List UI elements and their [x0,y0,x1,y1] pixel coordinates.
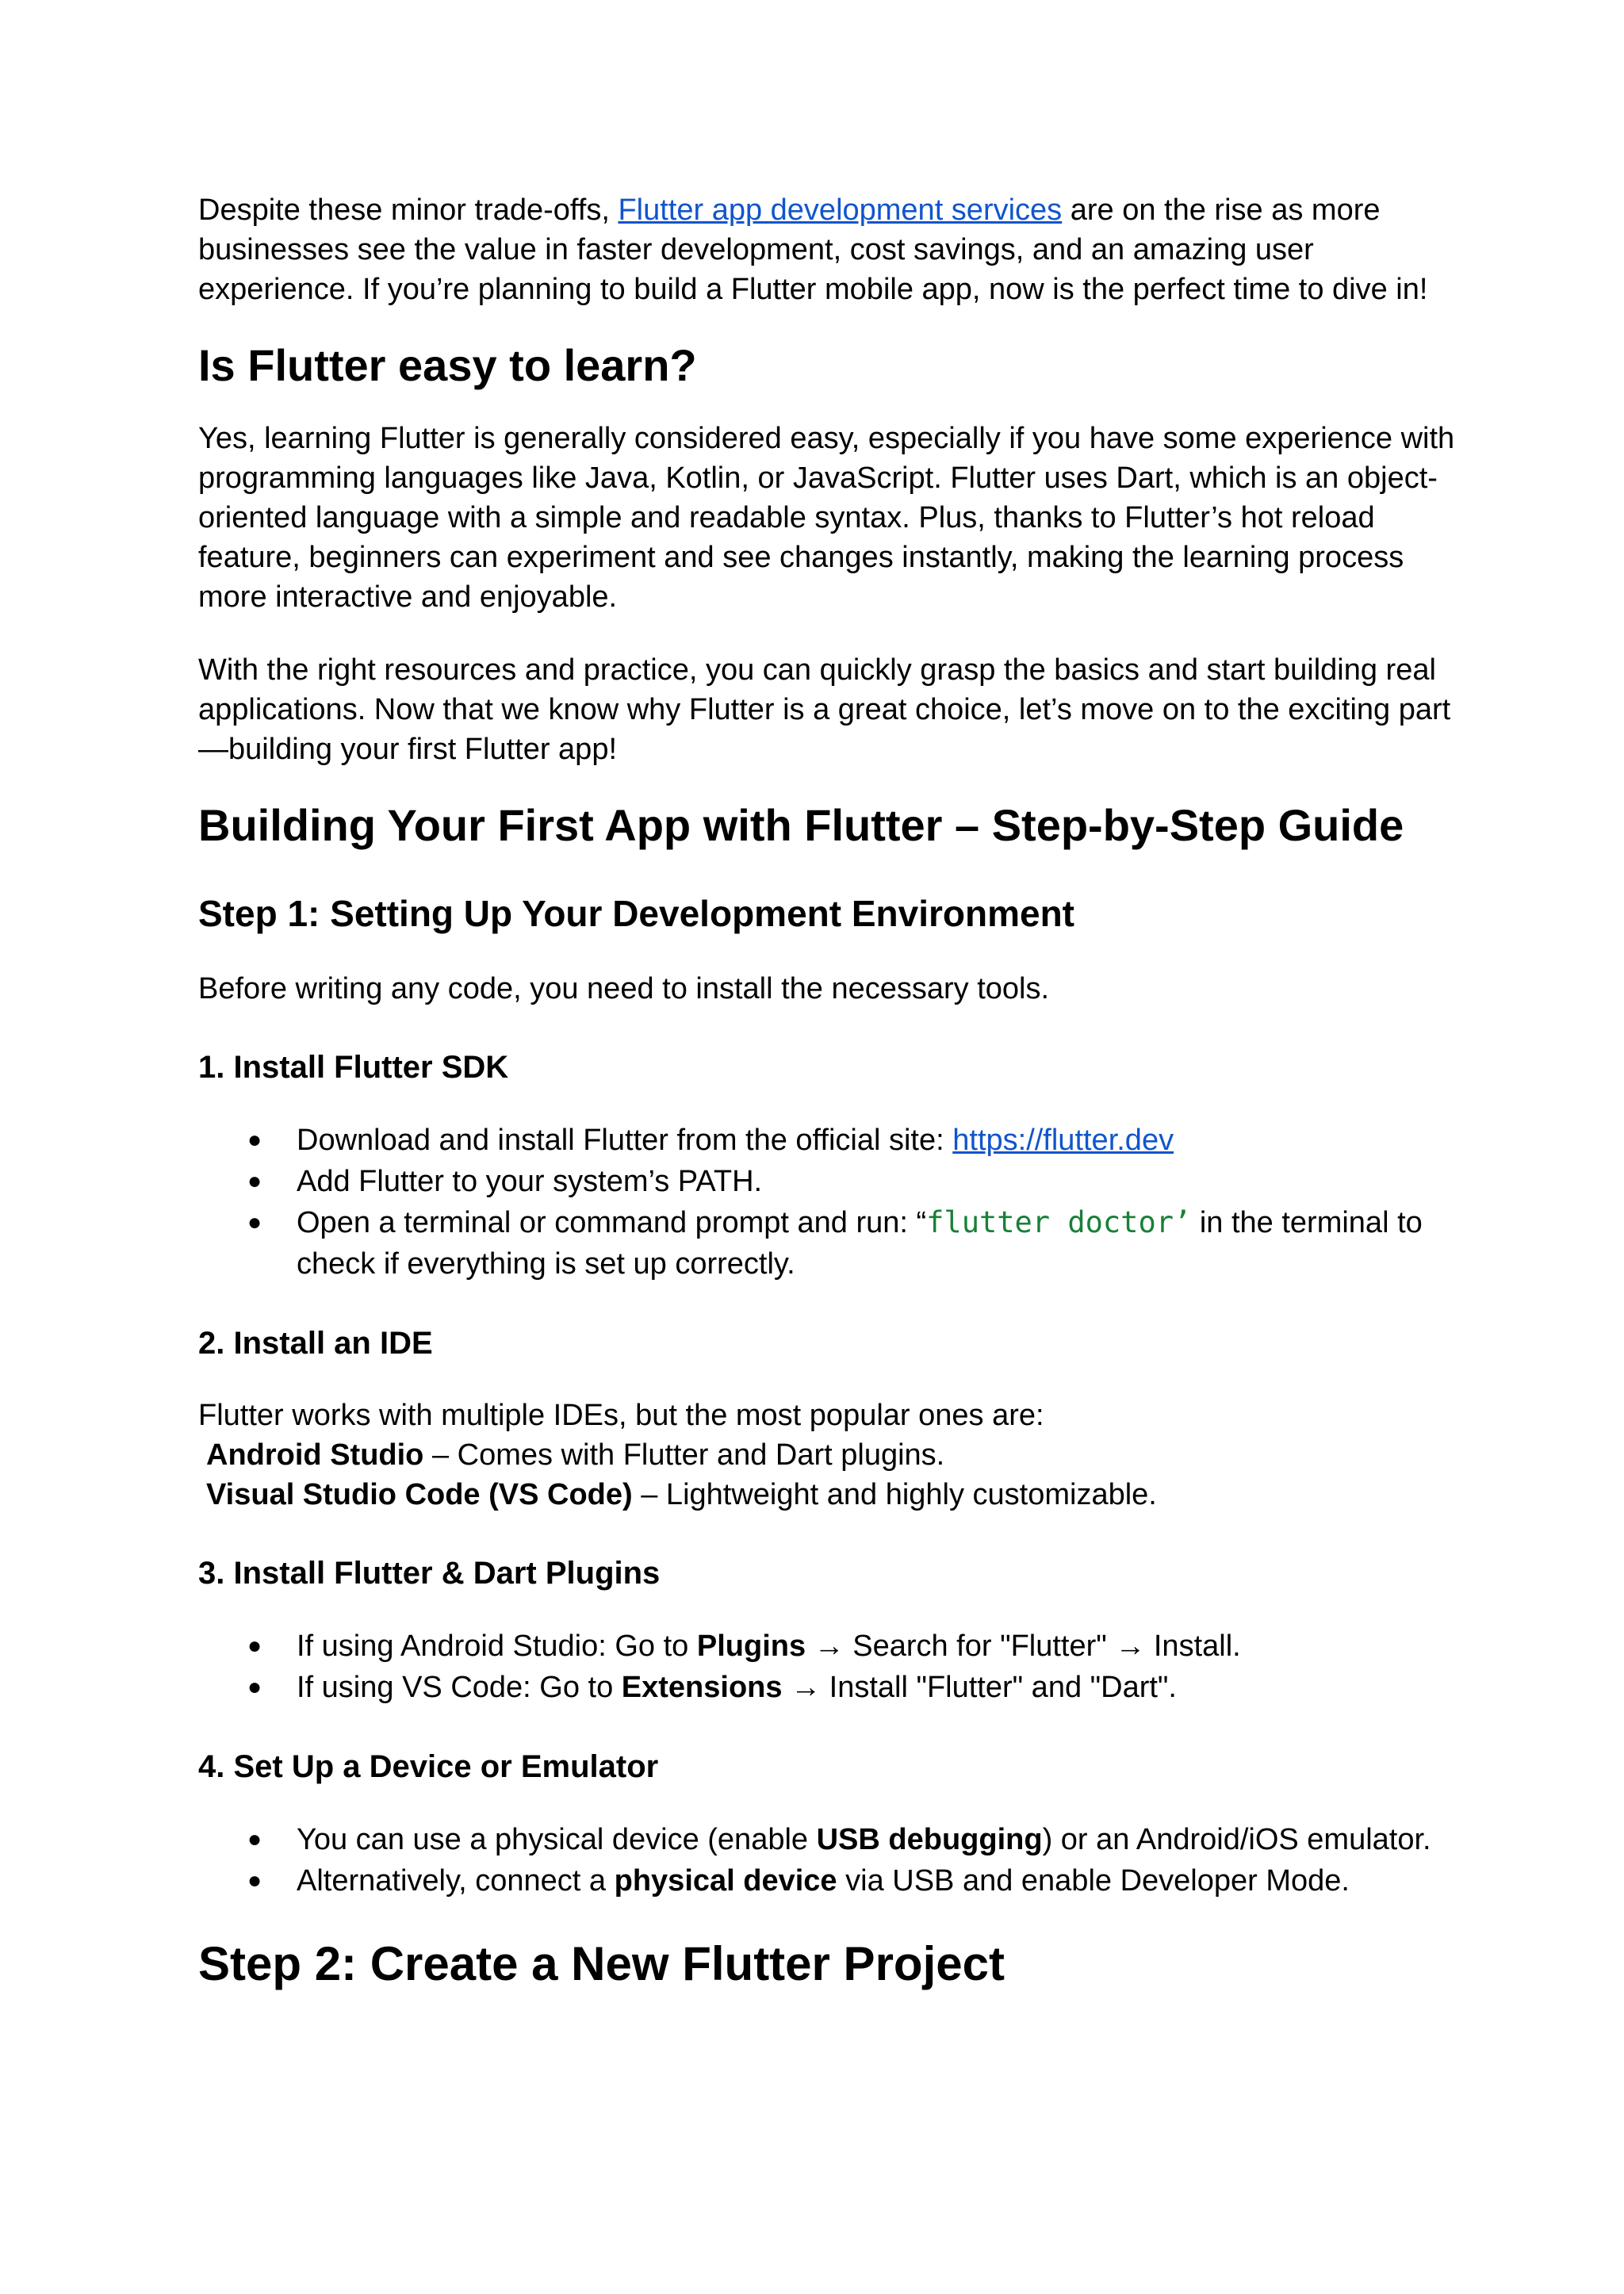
device-item2-after: via USB and enable Developer Mode. [837,1864,1350,1898]
guide-heading: Building Your First App with Flutter – Step-by-Step Guide [198,800,1404,850]
list-item [198,1819,1467,1860]
intro-paragraph [198,190,1467,309]
plugins-item2-after: → Install "Flutter" and "Dart". [782,1671,1177,1704]
bullet-icon: ● [247,1674,262,1700]
install-plugins-list [198,1626,1467,1708]
plugins-item1-bold: Plugins [696,1630,806,1663]
ide-android-studio [198,1435,1467,1475]
learn-paragraph-1: Yes, learning Flutter is generally considered easy, especially if you have some experience with programming languages like Java, Kotlin, or JavaScript. Flutter uses Dart, which is an object-oriented language with a simple and readable syntax. Plus, thanks to Flutter’s hot reload feature, beginners can experiment and see changes instantly, making the learning process more interactive and enjoyable. [198,422,1455,614]
list-item [198,1120,1467,1161]
step2-heading: Step 2: Create a New Flutter Project [198,1937,1005,1990]
plugins-item2-bold: Extensions [621,1671,783,1704]
flutter-dev-link[interactable]: https://flutter.dev [952,1124,1174,1157]
ide-vs-code-name: Visual Studio Code (VS Code) [206,1478,633,1511]
device-item1-after: ) or an Android/iOS emulator. [1042,1823,1431,1856]
learn-heading: Is Flutter easy to learn? [198,340,697,390]
intro-text-before-link: Despite these minor trade-offs, [198,193,619,227]
step1-heading: Step 1: Setting Up Your Development Environment [198,893,1074,934]
step1-intro: Before writing any code, you need to install the necessary tools. [198,972,1050,1005]
ide-vs-code [198,1475,1467,1515]
ide-android-studio-desc: – Comes with Flutter and Dart plugins. [423,1438,945,1472]
learn-paragraph-2: With the right resources and practice, you can quickly grasp the basics and start building real applications. Now that we know why Flutter is a great choice, let’s move on to the exciting part—building your first Flutter app! [198,653,1451,766]
flutter-services-link[interactable]: Flutter app development services [618,193,1063,227]
device-item1-before: You can use a physical device (enable [297,1823,817,1856]
bullet-icon: ● [247,1633,262,1659]
bullet-icon: ● [247,1127,262,1153]
device-setup-heading: 4. Set Up a Device or Emulator [198,1749,659,1784]
plugins-item2-before: If using VS Code: Go to [297,1671,622,1704]
bullet-icon: ● [247,1826,262,1852]
flutter-doctor-command: flutter doctor’ [926,1205,1192,1239]
install-ide-intro: Flutter works with multiple IDEs, but the most popular ones are: [198,1399,1044,1432]
device-setup-list [198,1819,1467,1901]
bullet-icon: ● [247,1867,262,1894]
device-item2-before: Alternatively, connect a [297,1864,615,1898]
list-item [198,1626,1467,1667]
device-item2-bold: physical device [614,1864,837,1898]
sdk-item2-text: Add Flutter to your system’s PATH. [297,1165,763,1198]
list-item [198,1202,1467,1285]
plugins-item1-after: → Search for "Flutter" → Install. [806,1630,1241,1663]
install-plugins-heading: 3. Install Flutter & Dart Plugins [198,1556,661,1591]
ide-android-studio-name: Android Studio [206,1438,424,1472]
intro-text-after-link: are on the rise as more businesses see the value in faster development, cost savings, and an amazing user experience. If you’re planning to build a Flutter mobile app, now is the perfect time to dive in! [198,193,1428,306]
install-sdk-heading: 1. Install Flutter SDK [198,1050,509,1085]
device-item1-bold: USB debugging [816,1823,1043,1856]
bullet-icon: ● [247,1168,262,1194]
document-page [198,190,1467,1992]
list-item [198,1161,1467,1202]
list-item [198,1667,1467,1708]
sdk-item3-before: Open a terminal or command prompt and run: “ [297,1206,927,1239]
list-item [198,1860,1467,1901]
bullet-icon: ● [247,1209,262,1235]
sdk-item3-after: in the terminal to check if everything is set up correctly. [297,1206,1423,1281]
plugins-item1-before: If using Android Studio: Go to [297,1630,697,1663]
ide-vs-code-desc: – Lightweight and highly customizable. [632,1478,1157,1511]
install-ide-heading: 2. Install an IDE [198,1326,433,1361]
sdk-item1-text: Download and install Flutter from the official site: [297,1124,953,1157]
install-sdk-list [198,1120,1467,1285]
